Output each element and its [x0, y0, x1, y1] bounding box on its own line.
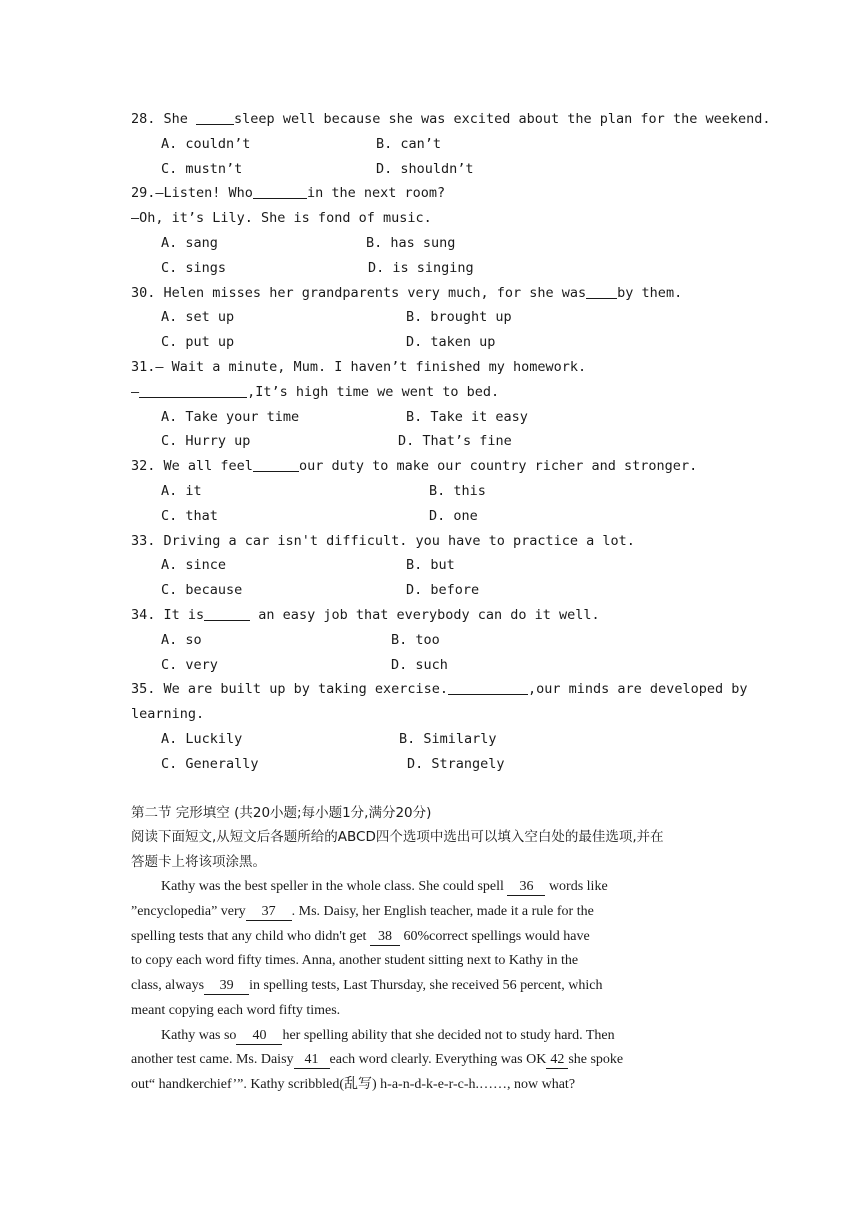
passage-line: Kathy was so 40 her spelling ability that she decided not to study hard. Then: [161, 1027, 615, 1043]
dialogue-reply: —Oh, it’s Lily. She is fond of music.: [131, 210, 432, 227]
option-b: B. can’t: [376, 135, 442, 152]
answer-blank: [196, 109, 234, 125]
options-row: [131, 330, 733, 355]
option-a: A. set up: [161, 309, 235, 326]
question-28: 28. She sleep well because she was excited about the plan for the weekend.: [131, 111, 771, 127]
options-row: [131, 256, 733, 281]
section-instructions: 阅读下面短文,从短文后各题所给的ABCD四个选项中选出可以填入空白处的最佳选项,并在: [131, 829, 664, 846]
option-a: A. Luckily: [161, 730, 243, 747]
option-c: C. that: [161, 507, 218, 524]
option-a: A. since: [161, 557, 227, 574]
options-row: [131, 429, 733, 454]
options-row: [131, 504, 733, 529]
option-a: A. couldn’t: [161, 135, 251, 152]
question-35-continued: learning.: [131, 706, 205, 723]
option-c: C. mustn’t: [161, 160, 243, 177]
spacer: [131, 777, 733, 801]
cloze-blank-40: 40: [236, 1028, 282, 1045]
options-row: [131, 231, 733, 256]
question-35: 35. We are built up by taking exercise. ,our minds are developed by: [131, 681, 748, 698]
passage-line: class, always 39 in spelling tests, Last Thursday, she received 56 percent, which: [131, 978, 603, 994]
cloze-blank-36: 36: [507, 879, 545, 896]
options-row: [131, 132, 733, 157]
options-row: [131, 752, 733, 777]
answer-blank: [253, 456, 299, 472]
option-a: A. Take your time: [161, 408, 300, 425]
answer-blank: [139, 382, 247, 398]
option-c: C. Generally: [161, 755, 259, 772]
options-row: [131, 578, 733, 603]
option-a: A. sang: [161, 234, 218, 251]
passage-line: Kathy was the best speller in the whole class. She could spell 36 words like: [161, 878, 608, 894]
passage-line: spelling tests that any child who didn't get 38 60%correct spellings would have: [131, 928, 590, 944]
option-d: D. That’s fine: [398, 433, 512, 450]
options-row: [131, 653, 733, 678]
options-row: [131, 727, 733, 752]
question-34: 34. It is an easy job that everybody can do it well.: [131, 606, 600, 623]
option-b: B. too: [391, 631, 440, 648]
option-c: C. because: [161, 582, 243, 599]
options-row: [131, 479, 733, 504]
option-b: B. Similarly: [399, 730, 497, 747]
option-c: C. sings: [161, 259, 227, 276]
passage-line: ”encyclopedia” very 37 . Ms. Daisy, her English teacher, made it a rule for the: [131, 903, 594, 919]
cloze-blank-37: 37: [246, 904, 292, 921]
option-b: B. but: [406, 557, 455, 574]
passage-line: to copy each word fifty times. Anna, another student sitting next to Kathy in the: [131, 953, 579, 969]
option-a: A. so: [161, 631, 202, 648]
options-row: [131, 157, 733, 182]
option-d: D. before: [406, 582, 480, 599]
cloze-blank-38: 38: [370, 929, 400, 946]
option-c: C. very: [161, 656, 218, 673]
option-b: B. this: [429, 482, 486, 499]
passage-line: out“ handkerchief’”. Kathy scribbled(乱写) h-a-n-d-k-e-r-c-h.……, now what?: [131, 1077, 576, 1093]
exam-page: [131, 107, 771, 1098]
section-heading: 第二节 完形填空 (共20小题;每小题1分,满分20分): [131, 804, 432, 821]
option-c: C. put up: [161, 334, 235, 351]
option-b: B. Take it easy: [406, 408, 528, 425]
option-d: D. taken up: [406, 334, 496, 351]
answer-blank: [448, 679, 528, 695]
passage-line: meant copying each word fifty times.: [131, 1002, 341, 1018]
question-30: 30. Helen misses her grandparents very much, for she was by them.: [131, 284, 683, 301]
option-d: D. is singing: [368, 259, 474, 276]
options-row: [131, 628, 733, 653]
option-d: D. shouldn’t: [376, 160, 474, 177]
options-row: [131, 405, 733, 430]
question-31: 31.— Wait a minute, Mum. I haven’t finished my homework.: [131, 358, 587, 375]
option-d: D. Strangely: [407, 755, 505, 772]
option-a: A. it: [161, 482, 202, 499]
answer-blank: [586, 283, 617, 299]
cloze-blank-42: 42: [546, 1052, 568, 1069]
option-d: D. such: [391, 656, 448, 673]
question-33: 33. Driving a car isn't difficult. you have to practice a lot.: [131, 532, 635, 549]
section-instructions-cont: 答题卡上将该项涂黑。: [131, 854, 266, 871]
options-row: [131, 305, 733, 330]
option-b: B. has sung: [366, 234, 456, 251]
option-b: B. brought up: [406, 309, 512, 326]
option-c: C. Hurry up: [161, 433, 251, 450]
option-d: D. one: [429, 507, 478, 524]
question-32: 32. We all feel our duty to make our country richer and stronger.: [131, 458, 698, 475]
cloze-blank-41: 41: [294, 1052, 330, 1069]
question-29: 29.—Listen! Who in the next room?: [131, 185, 446, 202]
passage-line: another test came. Ms. Daisy 41 each word clearly. Everything was OK 42 she spoke: [131, 1052, 624, 1068]
options-row: [131, 553, 733, 578]
cloze-blank-39: 39: [204, 978, 249, 995]
answer-blank: [253, 183, 307, 199]
answer-blank: [204, 605, 250, 621]
dialogue-reply: — ,It’s high time we went to bed.: [131, 383, 500, 400]
